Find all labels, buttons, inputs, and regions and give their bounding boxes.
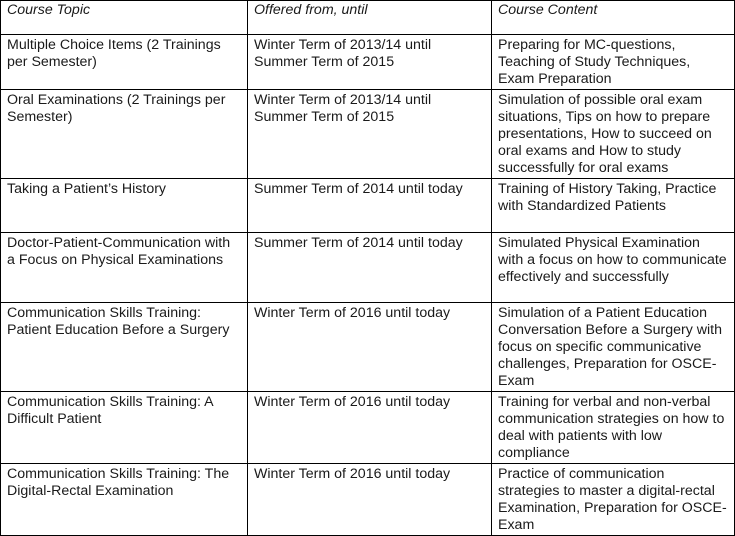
cell-content: Simulation of a Patient Education Conversation Before a Surgery with focus on specific communicative challenges, Preparation for OSCE-Exam [492,303,735,392]
cell-offered: Summer Term of 2014 until today [248,233,492,303]
cell-offered: Winter Term of 2016 until today [248,303,492,392]
cell-topic: Taking a Patient’s History [1,179,248,233]
table-row [1,90,735,179]
table-row [1,35,735,90]
cell-topic: Communication Skills Training: Patient Education Before a Surgery [1,303,248,392]
cell-content: Preparing for MC-questions, Teaching of Study Techniques, Exam Preparation [492,35,735,90]
cell-offered: Summer Term of 2014 until today [248,179,492,233]
header-offered: Offered from, until [248,1,492,35]
cell-topic: Communication Skills Training: The Digital-Rectal Examination [1,464,248,536]
cell-topic: Doctor-Patient-Communication with a Focus on Physical Examinations [1,233,248,303]
cell-content: Training for verbal and non-verbal communication strategies on how to deal with patients with low compliance [492,392,735,464]
cell-content: Practice of communication strategies to master a digital-rectal Examination, Preparation for OSCE-Exam [492,464,735,536]
cell-topic: Multiple Choice Items (2 Trainings per Semester) [1,35,248,90]
cell-offered: Winter Term of 2013/14 until Summer Term of 2015 [248,90,492,179]
table-header-row [1,1,735,35]
table-row [1,233,735,303]
table-row [1,392,735,464]
cell-topic: Communication Skills Training: A Difficult Patient [1,392,248,464]
cell-content: Training of History Taking, Practice with Standardized Patients [492,179,735,233]
header-course-topic: Course Topic [1,1,248,35]
cell-topic: Oral Examinations (2 Trainings per Semester) [1,90,248,179]
cell-offered: Winter Term of 2013/14 until Summer Term of 2015 [248,35,492,90]
cell-offered: Winter Term of 2016 until today [248,464,492,536]
header-course-content: Course Content [492,1,735,35]
cell-content: Simulation of possible oral exam situations, Tips on how to prepare presentations, How to succeed on oral exams and How to study successfully for oral exams [492,90,735,179]
table-row [1,303,735,392]
cell-content: Simulated Physical Examination with a focus on how to communicate effectively and successfully [492,233,735,303]
cell-offered: Winter Term of 2016 until today [248,392,492,464]
table-row [1,179,735,233]
